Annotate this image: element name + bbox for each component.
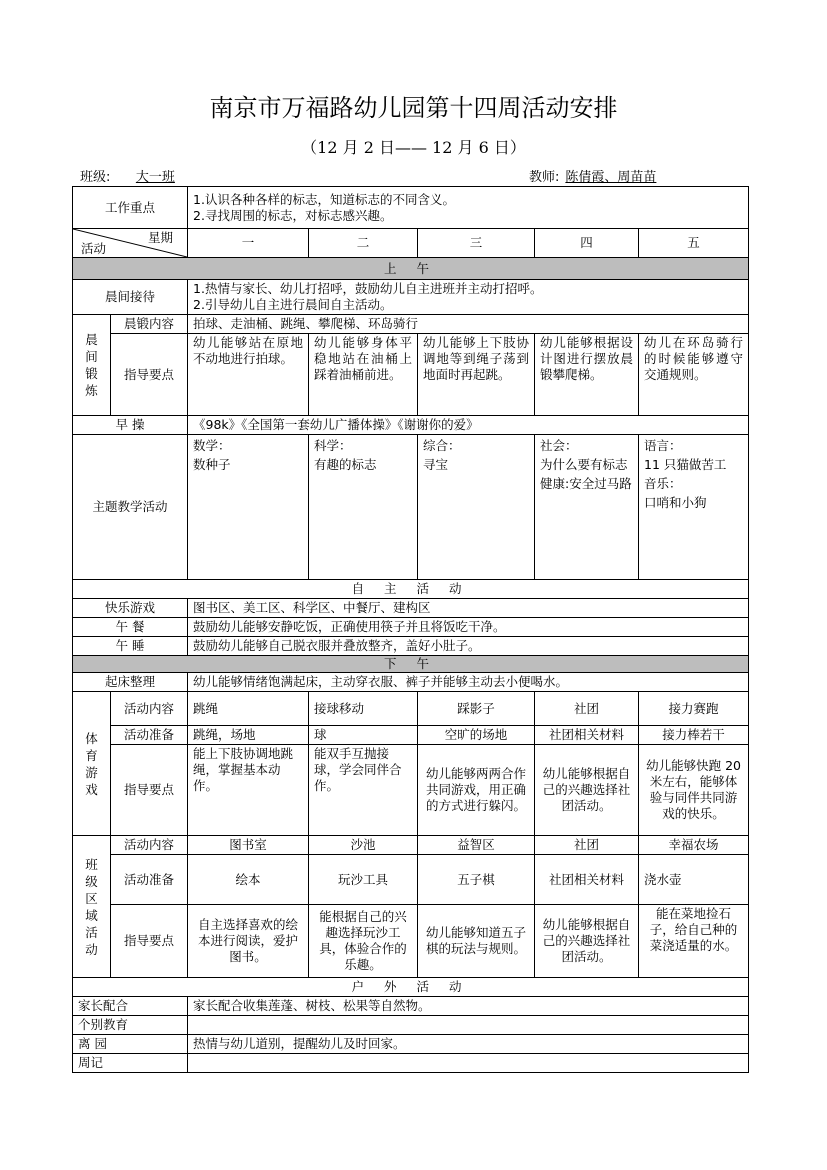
exercise-content-row	[73, 315, 749, 334]
date-range: （12 月 2 日—— 12 月 6 日）	[301, 138, 526, 157]
day-monday: 一	[188, 229, 309, 258]
day-tuesday: 二	[309, 229, 418, 258]
sports-content-tue: 接球移动	[309, 692, 418, 726]
outdoor-band-row	[73, 978, 749, 997]
parents-row	[73, 997, 749, 1016]
exercise-group-label	[73, 315, 111, 416]
area-prep-label: 活动准备	[111, 855, 188, 905]
area-content-fri: 幸福农场	[639, 836, 749, 855]
schedule-table	[72, 186, 749, 1073]
nap-row	[73, 637, 749, 656]
exercise-group-text: 晨间锻炼	[85, 332, 98, 398]
area-content-tue: 沙池	[309, 836, 418, 855]
morning-exercise-label: 早 操	[73, 416, 188, 435]
area-guide-wed: 幼儿能够知道五子棋的玩法与规则。	[418, 905, 535, 978]
sports-content-row	[73, 692, 749, 726]
class-value: 大一班	[135, 170, 175, 185]
weekday-activity-header	[73, 229, 188, 258]
area-content-mon: 图书室	[188, 836, 309, 855]
exercise-guide-fri: 幼儿在环岛骑行的时候能够遵守交通规则。	[639, 334, 749, 416]
wakeup-row	[73, 673, 749, 692]
sports-guide-mon: 能上下肢协调地跳绳，掌握基本动作。	[188, 745, 309, 836]
sports-content-fri: 接力赛跑	[639, 692, 749, 726]
parents-text: 家长配合收集莲蓬、树枝、松果等自然物。	[188, 997, 749, 1016]
self-band-row	[73, 580, 749, 599]
lunch-row	[73, 618, 749, 637]
area-prep-tue: 玩沙工具	[309, 855, 418, 905]
theme-mon: 数学： 数种子	[188, 435, 309, 580]
self-band: 自 主 活 动	[73, 580, 749, 599]
outdoor-band: 户 外 活 动	[73, 978, 749, 997]
exercise-content-text: 拍球、走油桶、跳绳、攀爬梯、环岛骑行	[188, 315, 749, 334]
exercise-guide-tue: 幼儿能够身体平稳地站在油桶上踩着油桶前进。	[309, 334, 418, 416]
weekday-header-row	[73, 229, 749, 258]
area-group-label	[73, 836, 111, 978]
wakeup-label: 起床整理	[73, 673, 188, 692]
area-guide-thu: 幼儿能够根据自己的兴趣选择社团活动。	[535, 905, 639, 978]
morning-exercise-text: 《98k》《全国第一套幼儿广播体操》《谢谢你的爱》	[188, 416, 749, 435]
area-content-thu: 社团	[535, 836, 639, 855]
sports-content-mon: 跳绳	[188, 692, 309, 726]
sports-prep-label: 活动准备	[111, 726, 188, 745]
theme-label: 主题教学活动	[73, 435, 188, 580]
area-prep-mon: 绘本	[188, 855, 309, 905]
notes-label: 周记	[73, 1054, 188, 1073]
sports-guide-tue: 能双手互抛接球，学会同伴合作。	[309, 745, 418, 836]
theme-wed: 综合： 寻宝	[418, 435, 535, 580]
exercise-guide-label: 指导要点	[111, 334, 188, 416]
area-prep-row	[73, 855, 749, 905]
reception-text: 1.热情与家长、幼儿打招呼，鼓励幼儿自主进班并主动打招呼。 2.引导幼儿自主进行晨间自主活动。	[188, 280, 749, 315]
morning-band: 上 午	[73, 258, 749, 280]
nap-label: 午 睡	[73, 637, 188, 656]
sports-guide-fri: 幼儿能够快跑 20 米左右，能够体验与同伴共同游戏的快乐。	[639, 745, 749, 836]
area-group-text: 班级区域活动	[85, 856, 98, 957]
teacher-value: 陈倩霞、周苗苗	[565, 170, 657, 185]
happy-game-row	[73, 599, 749, 618]
individual-text	[188, 1016, 749, 1035]
wakeup-text: 幼儿能够情绪饱满起床，主动穿衣服、裤子并能够主动去小便喝水。	[188, 673, 749, 692]
individual-label: 个别教育	[73, 1016, 188, 1035]
class-label: 班级:	[80, 170, 111, 185]
sports-prep-row	[73, 726, 749, 745]
area-guide-tue: 能根据自己的兴趣选择玩沙工具，体验合作的乐趣。	[309, 905, 418, 978]
sports-content-label: 活动内容	[111, 692, 188, 726]
individual-row	[73, 1016, 749, 1035]
exercise-guide-row	[73, 334, 749, 416]
leave-row	[73, 1035, 749, 1054]
sports-guide-row	[73, 745, 749, 836]
parents-label: 家长配合	[73, 997, 188, 1016]
area-prep-thu: 社团相关材料	[535, 855, 639, 905]
sports-content-wed: 踩影子	[418, 692, 535, 726]
sports-content-thu: 社团	[535, 692, 639, 726]
area-content-label: 活动内容	[111, 836, 188, 855]
afternoon-band: 下 午	[73, 656, 749, 673]
area-prep-wed: 五子棋	[418, 855, 535, 905]
morning-band-row	[73, 258, 749, 280]
exercise-guide-mon: 幼儿能够站在原地不动地进行拍球。	[188, 334, 309, 416]
lunch-label: 午 餐	[73, 618, 188, 637]
teacher-info	[529, 166, 662, 185]
happy-game-label: 快乐游戏	[73, 599, 188, 618]
day-thursday: 四	[535, 229, 639, 258]
sports-group-text: 体育游戏	[85, 730, 98, 797]
exercise-content-label: 晨锻内容	[111, 315, 188, 334]
area-guide-label: 指导要点	[111, 905, 188, 978]
focus-row	[73, 187, 749, 229]
nap-text: 鼓励幼儿能够自己脱衣服并叠放整齐，盖好小肚子。	[188, 637, 749, 656]
sports-guide-wed: 幼儿能够两两合作共同游戏，用正确的方式进行躲闪。	[418, 745, 535, 836]
happy-game-text: 图书区、美工区、科学区、中餐厅、建构区	[188, 599, 749, 618]
area-guide-mon: 自主选择喜欢的绘本进行阅读，爱护图书。	[188, 905, 309, 978]
area-guide-fri: 能在菜地捡石子，给自己种的菜浇适量的水。	[639, 905, 749, 978]
area-prep-fri: 浇水壶	[639, 855, 749, 905]
exercise-guide-thu: 幼儿能够根据设计图进行摆放晨锻攀爬梯。	[535, 334, 639, 416]
day-wednesday: 三	[418, 229, 535, 258]
reception-label: 晨间接待	[73, 280, 188, 315]
sports-guide-label: 指导要点	[111, 745, 188, 836]
reception-row	[73, 280, 749, 315]
theme-tue: 科学： 有趣的标志	[309, 435, 418, 580]
sports-group-label	[73, 692, 111, 836]
weekday-label: 星期	[148, 230, 174, 245]
focus-label: 工作重点	[73, 187, 188, 229]
activity-label: 活动	[81, 241, 107, 256]
lunch-text: 鼓励幼儿能够安静吃饭，正确使用筷子并且将饭吃干净。	[188, 618, 749, 637]
class-info	[80, 166, 200, 185]
sports-prep-tue: 球	[309, 726, 418, 745]
sports-prep-mon: 跳绳，场地	[188, 726, 309, 745]
theme-fri: 语言： 11 只猫做苦工 音乐： 口哨和小狗	[639, 435, 749, 580]
notes-text	[188, 1054, 749, 1073]
notes-row	[73, 1054, 749, 1073]
sports-prep-wed: 空旷的场地	[418, 726, 535, 745]
theme-thu: 社会： 为什么要有标志 健康:安全过马路	[535, 435, 639, 580]
area-guide-row	[73, 905, 749, 978]
area-content-wed: 益智区	[418, 836, 535, 855]
sports-guide-thu: 幼儿能够根据自己的兴趣选择社团活动。	[535, 745, 639, 836]
morning-exercise-row	[73, 416, 749, 435]
teacher-label: 教师:	[529, 170, 560, 185]
sports-prep-fri: 接力棒若干	[639, 726, 749, 745]
page-title: 南京市万福路幼儿园第十四周活动安排	[209, 94, 618, 122]
leave-label: 离 园	[73, 1035, 188, 1054]
sports-prep-thu: 社团相关材料	[535, 726, 639, 745]
area-content-row	[73, 836, 749, 855]
leave-text: 热情与幼儿道别，提醒幼儿及时回家。	[188, 1035, 749, 1054]
theme-row	[73, 435, 749, 580]
day-friday: 五	[639, 229, 749, 258]
exercise-guide-wed: 幼儿能够上下肢协调地等到绳子荡到地面时再起跳。	[418, 334, 535, 416]
focus-text: 1.认识各种各样的标志，知道标志的不同含义。 2.寻找周围的标志，对标志感兴趣。	[188, 187, 749, 229]
afternoon-band-row	[73, 656, 749, 673]
